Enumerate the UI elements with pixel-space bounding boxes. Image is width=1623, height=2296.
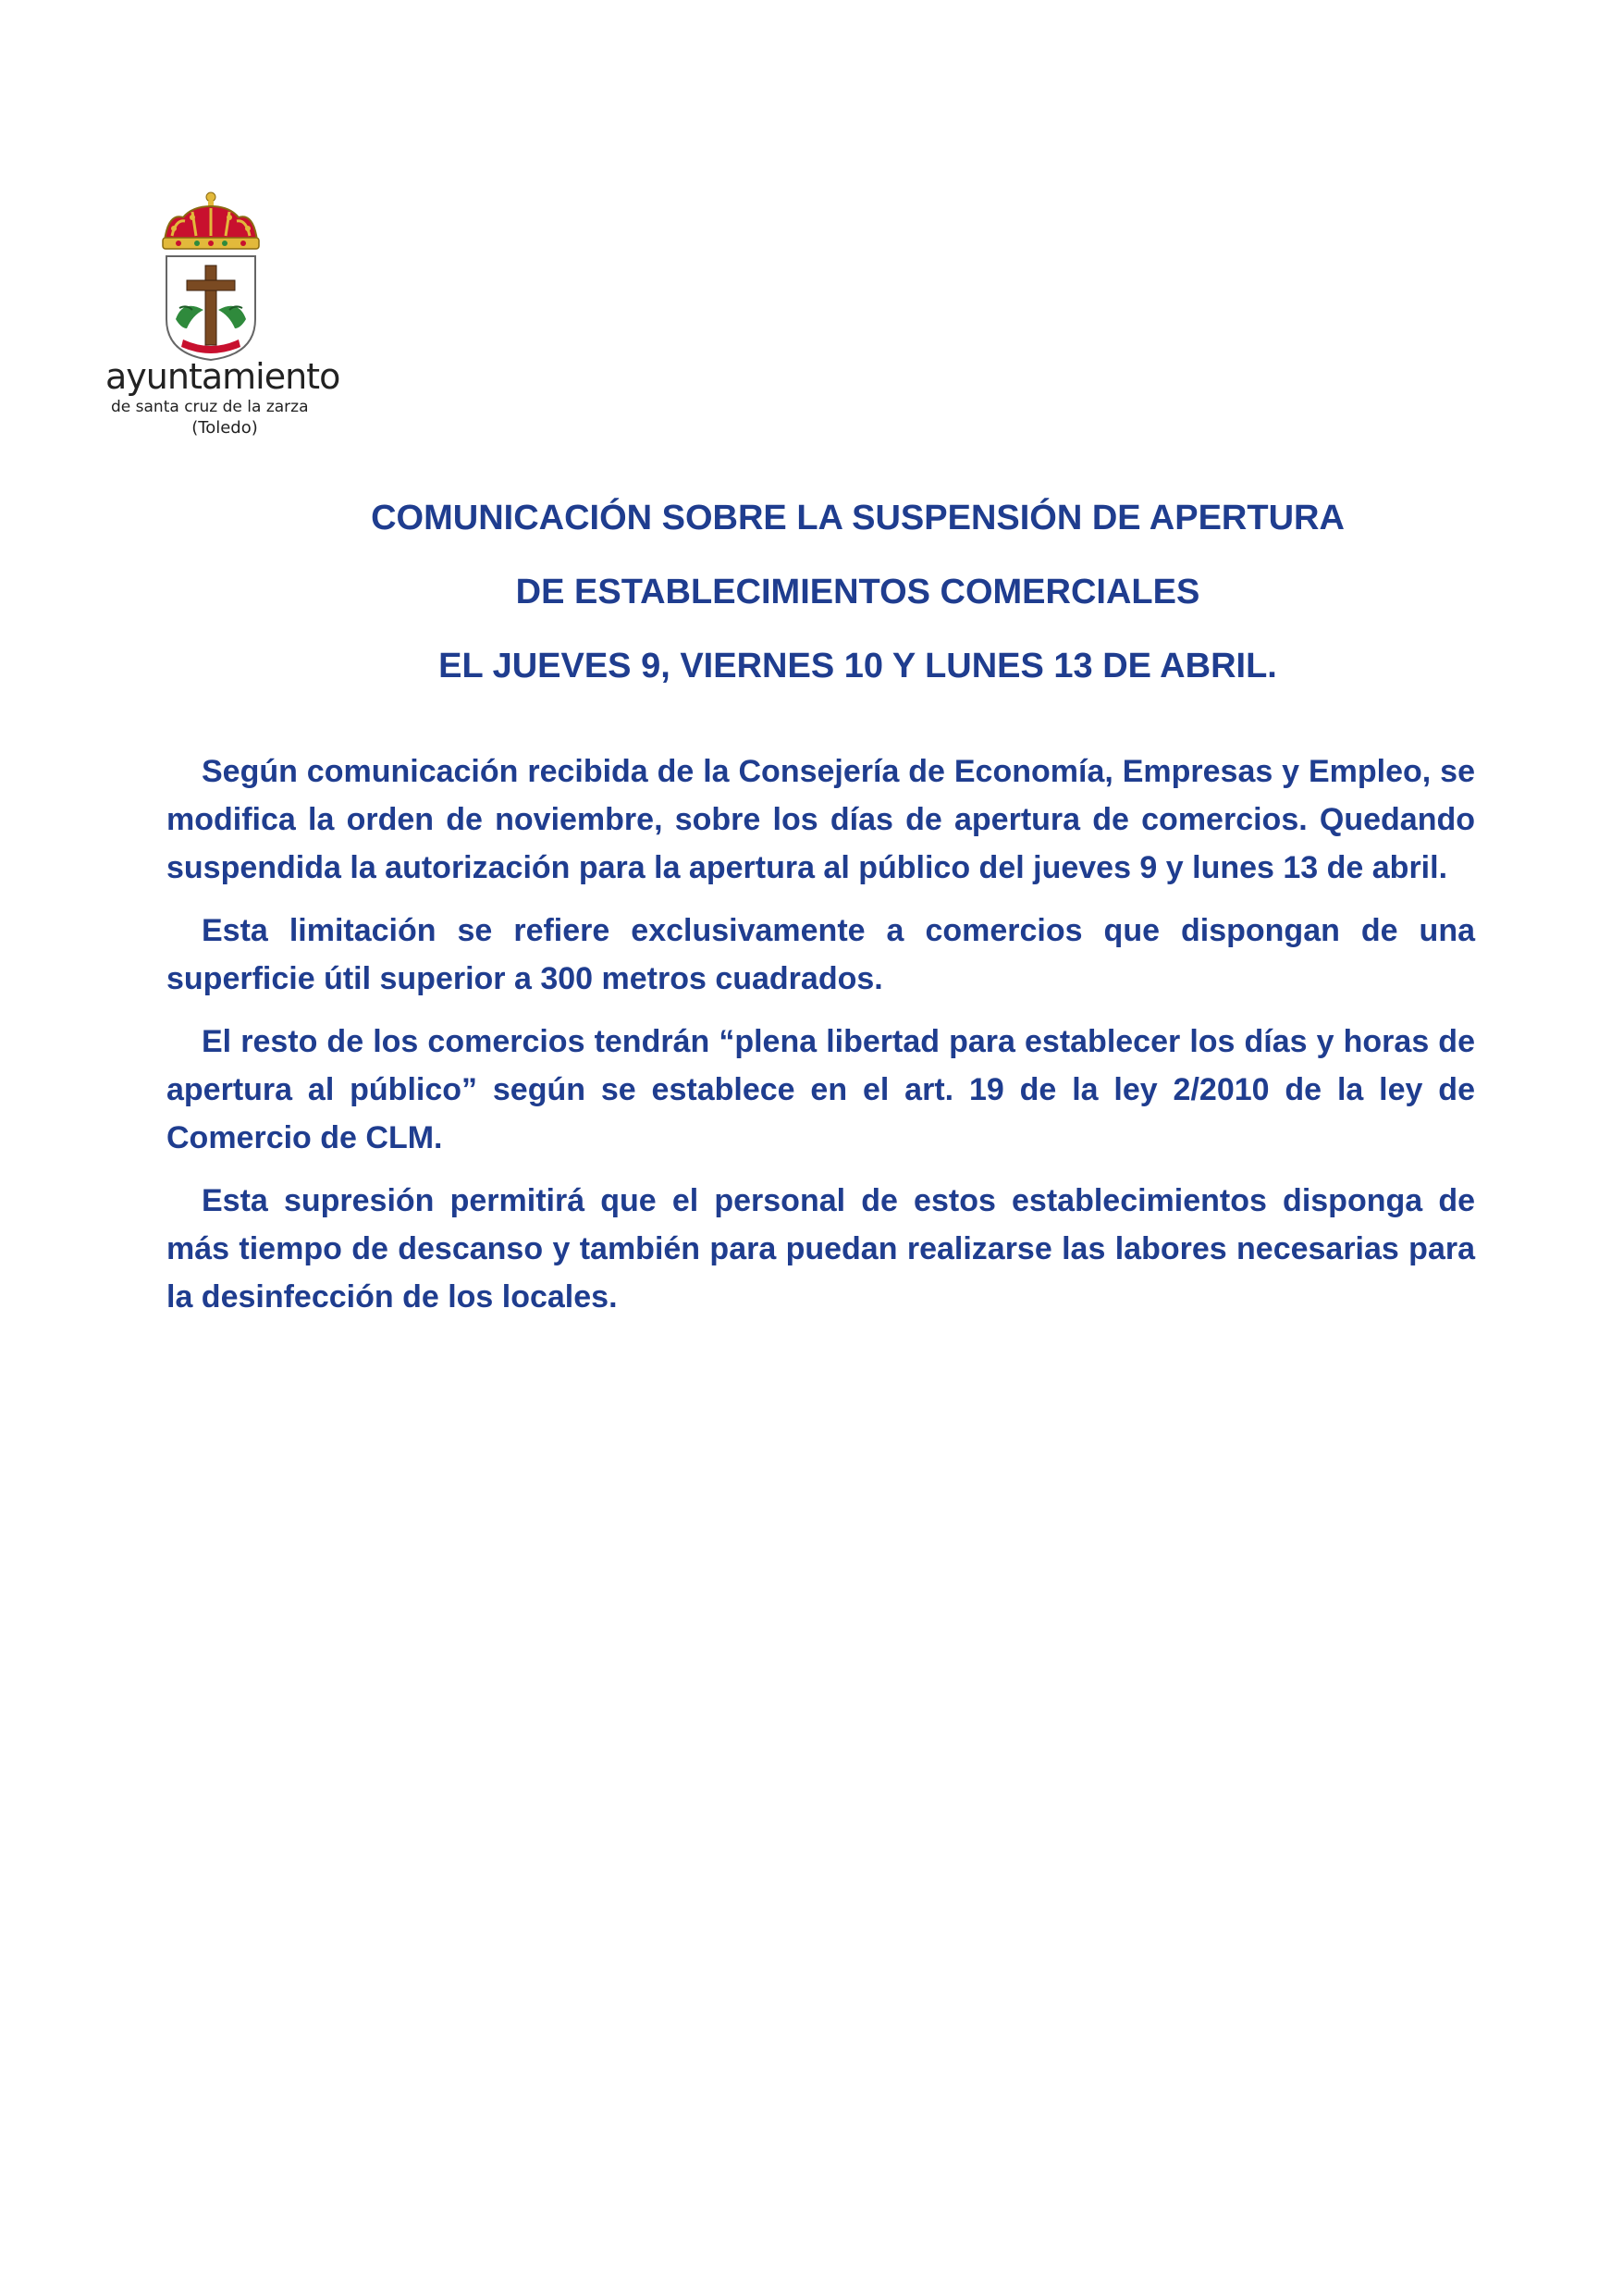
logo-subtitle: de santa cruz de la zarza [111, 398, 309, 416]
body-paragraph: Según comunicación recibida de la Consejería de Economía, Empresas y Empleo, se modifica la orden de noviembre, sobre los días de apertura de comercios. Quedando suspendida la autorización para la apertura al público del jueves 9 y lunes 13 de abril. [166, 754, 1475, 885]
body-paragraph: Esta supresión permitirá que el personal de estos establecimientos disponga de más tiempo de descanso y también para puedan realizarse las labores necesarias para la desinfección de los locales. [166, 1183, 1475, 1315]
coat-of-arms-icon [155, 190, 266, 365]
title-line-2: DE ESTABLECIMIENTOS COMERCIALES [515, 573, 1200, 611]
title-line-3: EL JUEVES 9, VIERNES 10 Y LUNES 13 DE ABRIL. [438, 647, 1277, 685]
document-title [148, 481, 1568, 703]
logo-place: (Toledo) [191, 418, 258, 438]
document-body [166, 747, 1475, 1336]
body-paragraph: El resto de los comercios tendrán “plena libertad para establecer los días y horas de apertura al público” según se establece en el art. 19 de la ley 2/2010 de la ley de Comercio de CLM. [166, 1024, 1475, 1155]
logo-name: ayuntamiento [105, 356, 340, 397]
title-line-1: COMUNICACIÓN SOBRE LA SUSPENSIÓN DE APERTURA [371, 499, 1345, 537]
municipal-logo [100, 190, 340, 458]
body-paragraph: Esta limitación se refiere exclusivamente a comercios que dispongan de una superficie útil superior a 300 metros cuadrados. [166, 913, 1475, 996]
